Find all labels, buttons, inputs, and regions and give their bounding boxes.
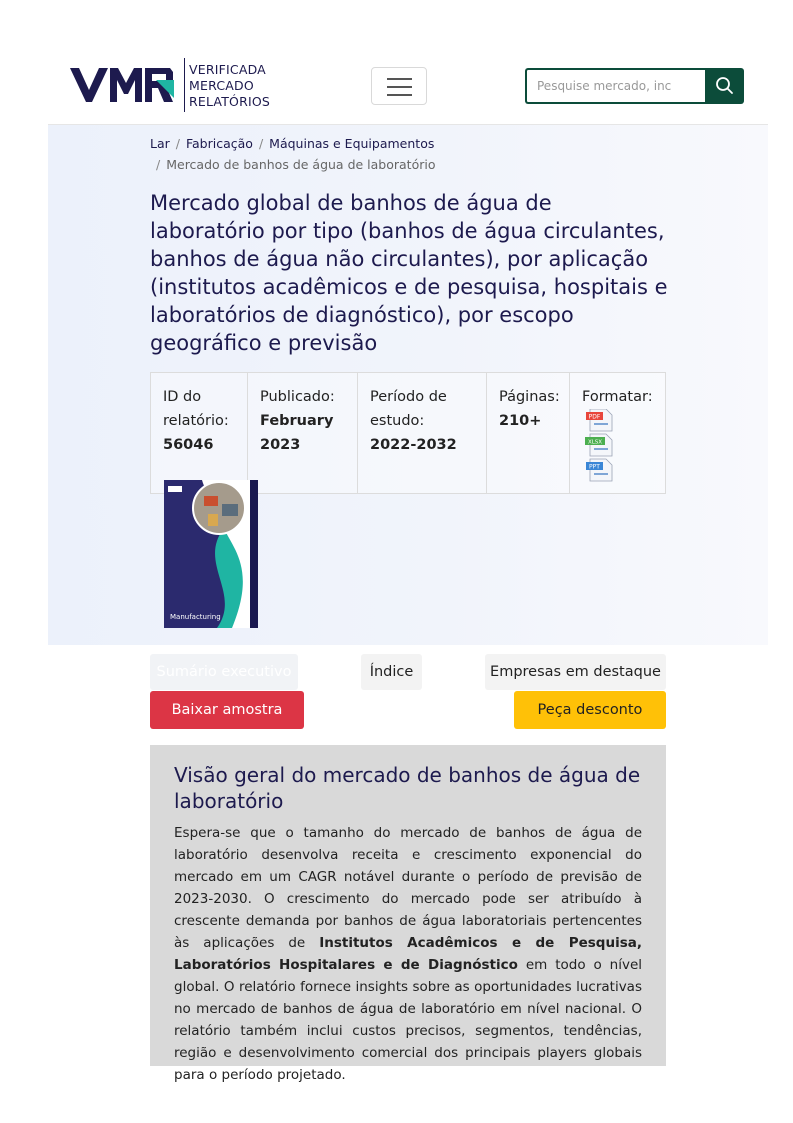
search-bar: [525, 68, 744, 104]
overview-highlight: Institutos Acadêmicos e de Pesquisa, Laboratórios Hospitalares e de Diagnóstico: [174, 935, 642, 973]
report-id-value: 56046: [163, 437, 214, 453]
search-icon: [705, 68, 744, 104]
report-info-table: [150, 372, 666, 494]
svg-text:PPT: PPT: [589, 463, 600, 471]
search-input[interactable]: [525, 68, 706, 104]
hamburger-icon: [387, 78, 412, 80]
ppt-file-icon: [586, 459, 612, 481]
study-period-value: 2022-2032: [370, 437, 457, 453]
tab-executive-summary[interactable]: Sumário executivo: [150, 654, 298, 690]
request-discount-button[interactable]: Peça desconto: [514, 691, 666, 729]
logo-divider: [184, 58, 185, 112]
pdf-file-icon: [586, 409, 612, 431]
page-title: Mercado global de banhos de água de laboratório por tipo (banhos de água circulantes, banhos de água não circulantes), por aplicação (institutos acadêmicos e de pesquisa, hospitais e laboratórios de diagnóstico), por escopo geográfico e previsão: [150, 191, 668, 355]
breadcrumb-manufacturing[interactable]: Fabricação: [185, 136, 253, 151]
format-cell: Formatar: PDF XLSX PPT: [570, 373, 666, 493]
report-cover-image: [162, 478, 260, 630]
tab-index[interactable]: Índice: [361, 654, 422, 690]
pages-cell: Páginas: 210+: [487, 373, 570, 493]
breadcrumb: Lar / Fabricação / Máquinas e Equipamentos / Mercado de banhos de água de laboratório: [150, 136, 436, 172]
market-overview-section: [150, 745, 666, 1083]
site-logo[interactable]: [70, 58, 280, 114]
xlsx-file-icon: [585, 434, 612, 456]
pages-value: 210+: [499, 413, 542, 429]
report-hero: [48, 124, 768, 645]
report-id-cell: ID do relatório: 56046: [151, 373, 248, 493]
logo-text: VERIFICADA MERCADO RELATÓRIOS: [189, 62, 271, 109]
overview-title: Visão geral do mercado de banhos de água de laboratório: [174, 763, 641, 813]
search-button[interactable]: [705, 68, 744, 104]
tab-featured-companies[interactable]: Empresas em destaque: [485, 654, 666, 690]
published-cell: Publicado: February 2023: [248, 373, 358, 493]
vmr-logo-icon: [70, 68, 174, 102]
site-header: [0, 0, 793, 124]
study-period-cell: Período de estudo: 2022-2032: [358, 373, 487, 493]
breadcrumb-machinery[interactable]: Máquinas e Equipamentos: [269, 136, 435, 151]
breadcrumb-current: Mercado de banhos de água de laboratório: [166, 157, 436, 172]
overview-text: Espera-se que o tamanho do mercado de banhos de água de laboratório desenvolva receita e crescimento exponencial do mercado em um CAGR notável durante o período de previsão de 2023-2030. O crescimento do mercado pode ser atribuído à crescente demanda por banhos de água laboratoriais pertencentes às aplicações de Institutos Acadêmicos e de Pesquisa, Laboratórios Hospitalares e de Diagnóstico em todo o nível global. O relatório fornece insights sobre as oportunidades lucrativas no mercado de banhos de água de laboratório em nível nacional. O relatório também inclui custos precisos, segmentos, tendências, região e desenvolvimento comercial dos principais players globais para o período projetado.: [174, 825, 642, 1083]
download-sample-button[interactable]: Baixar amostra: [150, 691, 304, 729]
file-format-icons: [584, 409, 616, 483]
published-value: February 2023: [260, 413, 334, 453]
book-label: Manufacturing: [170, 613, 221, 621]
svg-text:XLSX: XLSX: [587, 439, 603, 446]
breadcrumb-home[interactable]: Lar: [150, 136, 170, 151]
menu-toggle-button[interactable]: [371, 67, 427, 105]
svg-text:PDF: PDF: [588, 413, 601, 421]
